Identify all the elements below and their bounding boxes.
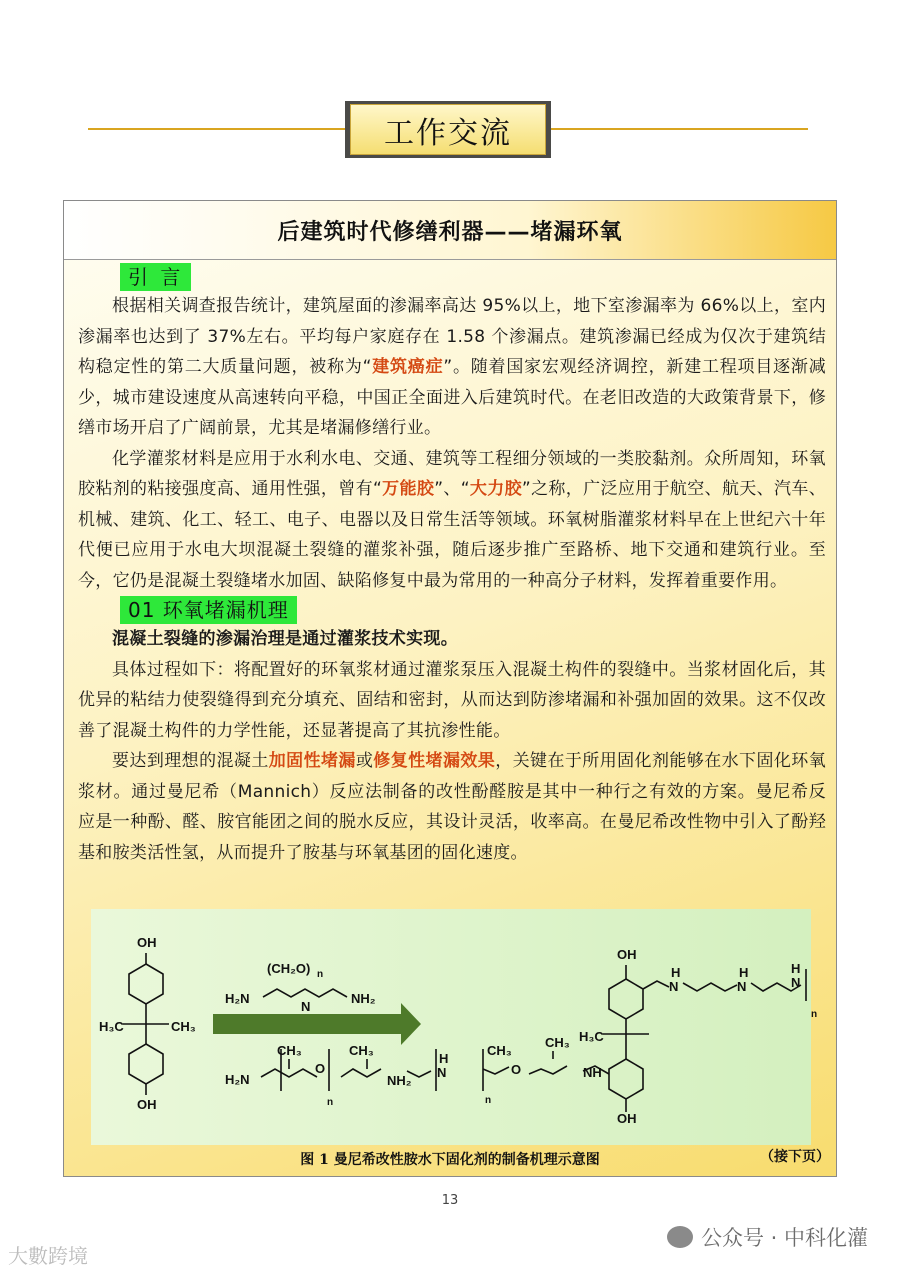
paragraph-2: 化学灌浆材料是应用于水利水电、交通、建筑等工程细分领域的一类胶黏剂。众所周知，环氧胶粘剂的粘接强度高、通用性强，曾有“万能胶”、“大力胶”之称，广泛应用于航空、航天、汽车、机械、建筑、化工、轻工、电子、电器以及日常生活等领域。环氧树脂灌浆材料早在上世纪六十年代便已应用于水电大坝混凝土裂缝的灌浆补强，随后逐步推广至路桥、地下交通和建筑行业。至今，它仍是混凝土裂缝堵水加固、缺陷修复中最为常用的一种高分子材料，发挥着重要作用。 (78, 448, 826, 591)
label-nh-prod: NH (583, 1065, 602, 1080)
label-ch3: CH₃ (171, 1019, 196, 1034)
label-h-prod-4: H (439, 1051, 449, 1066)
label-ch3-prod-a: CH₃ (487, 1043, 512, 1058)
label-n: N (301, 999, 311, 1014)
header-label: 工作交流 (350, 104, 546, 155)
label-ch3-prod-b: CH₃ (545, 1035, 570, 1050)
highlight-term: 建筑癌症 (371, 357, 444, 377)
article-body (78, 263, 826, 868)
label-h3c-prod: H₃C (579, 1029, 604, 1044)
label-n-prod-1: N (669, 979, 679, 994)
label-nh2-2: NH₂ (387, 1073, 412, 1088)
label-oh-prod-top: OH (617, 947, 637, 962)
paragraph-4: 要达到理想的混凝土加固性堵漏或修复性堵漏效果，关键在于所用固化剂能够在水下固化环氧浆材。通过曼尼希（Mannich）反应法制备的改性酚醛胺是其中一种行之有效的方案。曼尼希反应是一种酚、醛、胺官能团之间的脱水反应，其设计灵活，收率高。在曼尼希改性物中引入了酚羟基和胺类活性氢，从而提升了胺基与环氧基团的固化速度。 (78, 751, 827, 863)
wechat-icon (667, 1226, 693, 1248)
figure-caption: 图 1 曼尼希改性胺水下固化剂的制备机理示意图 (300, 1152, 600, 1168)
label-ch3-b: CH₃ (349, 1043, 374, 1058)
label-n-sub-2: n (327, 1097, 334, 1108)
highlight-term: 加固性堵漏 (268, 751, 356, 771)
label-oh-bottom: OH (137, 1097, 157, 1112)
label-n-prod-2: N (737, 979, 747, 994)
highlight-term: 万能胶 (382, 479, 435, 499)
label-h2n-2: H₂N (225, 1072, 250, 1087)
continued-note: （接下页） (760, 1149, 830, 1165)
page-number: 13 (441, 1193, 459, 1208)
header-rule-left (88, 128, 348, 130)
bold-statement: 混凝土裂缝的渗漏治理是通过灌浆技术实现。 (112, 629, 458, 649)
reaction-scheme (91, 909, 818, 1145)
section-heading-01: 01 环氧堵漏机理 (120, 596, 297, 624)
paragraph-1: 根据相关调查报告统计，建筑屋面的渗漏率高达 95%以上，地下室渗漏率为 66%以上，室内渗漏率也达到了 37%左右。平均每户家庭存在 1.58 个渗漏点。建筑渗漏已经成为仅次于建筑结构稳定性的第二大质量问题，被称为“建筑癌症”。随着国家宏观经济调控，新建工程项目逐渐减少，城市建设速度从高速转向平稳，中国正全面进入后建筑时代。在老旧改造的大政策背景下，修缮市场开启了广阔前景，尤其是堵漏修缮行业。 (78, 296, 827, 438)
label-h-prod-1: H (671, 965, 681, 980)
benzene-ring-top (129, 964, 163, 1004)
label-h3c: H₃C (99, 1019, 124, 1034)
label-n-sub-4: n (485, 1095, 492, 1106)
label-nh2: NH₂ (351, 991, 376, 1006)
benzene-ring-bottom (129, 1044, 163, 1084)
highlight-term: 大力胶 (469, 479, 522, 499)
label-h-prod-2: H (739, 965, 749, 980)
label-ch3-a: CH₃ (277, 1043, 302, 1058)
watermark-left: 大數跨境 (8, 1244, 88, 1268)
benzene-ring-product-top (609, 979, 643, 1019)
watermark-right (667, 1222, 868, 1252)
article-title: 后建筑时代修缮利器——堵漏环氧 (64, 201, 836, 260)
label-n-prod-3: N (791, 975, 801, 990)
header-rule-right (550, 128, 808, 130)
reaction-figure (91, 909, 818, 1145)
reaction-arrow (213, 1003, 421, 1045)
article-frame (63, 200, 837, 1177)
benzene-ring-product-bottom (609, 1059, 643, 1099)
label-oh-top: OH (137, 935, 157, 950)
label-h-prod-3: H (791, 961, 801, 976)
highlight-term: 修复性堵漏效果 (373, 751, 496, 771)
label-n-sub-3: n (811, 1009, 818, 1020)
paragraph-3: 具体过程如下：将配置好的环氧浆材通过灌浆泵压入混凝土构件的裂缝中。当浆材固化后，其优异的粘结力使裂缝得到充分填充、固结和密封，从而达到防渗堵漏和补强加固的效果。这不仅改善了混凝土构件的力学性能，还显著提高了其抗渗性能。 (78, 659, 826, 741)
label-n-sub: n (317, 969, 324, 980)
label-ch2o: (CH₂O) (267, 961, 311, 976)
watermark-right-text: 公众号 · 中科化灌 (700, 1226, 868, 1250)
label-n-prod-4: N (437, 1065, 447, 1080)
label-h2n: H₂N (225, 991, 250, 1006)
label-oh-prod-bottom: OH (617, 1111, 637, 1126)
section-heading-intro: 引 言 (120, 263, 191, 291)
label-o: O (315, 1061, 326, 1076)
label-o-prod: O (511, 1062, 522, 1077)
